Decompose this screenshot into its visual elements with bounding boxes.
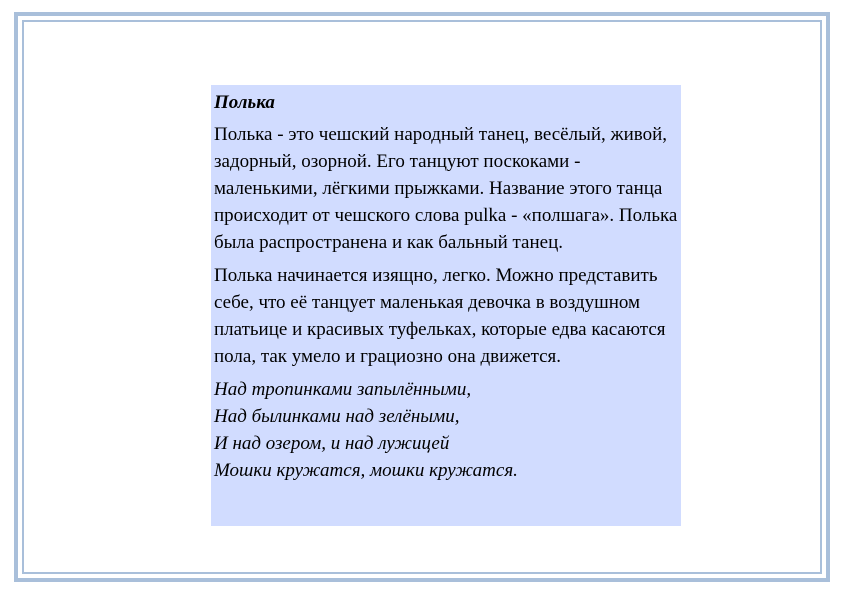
text-panel (211, 85, 681, 526)
paragraph-intro: Полька - это чешский народный танец, весёлый, живой, задорный, озорной. Его танцуют поскоками - маленькими, лёгкими прыжками. Название этого танца происходит от чешского слова pulka - «полшага». Полька была распространена и как бальный танец. (214, 124, 678, 253)
poem (214, 376, 679, 484)
poem-line: Над тропинками запылёнными, (214, 379, 472, 400)
slide-title: Полька (214, 92, 275, 113)
poem-line: Над былинками над зелёными, (214, 406, 460, 427)
poem-line: Мошки кружатся, мошки кружатся. (214, 460, 518, 481)
poem-line: И над озером, и над лужицей (214, 433, 450, 454)
paragraph-description: Полька начинается изящно, легко. Можно представить себе, что её танцует маленькая девочка в воздушном платьице и красивых туфельках, которые едва касаются пола, так умело и грациозно она движется. (214, 265, 666, 367)
